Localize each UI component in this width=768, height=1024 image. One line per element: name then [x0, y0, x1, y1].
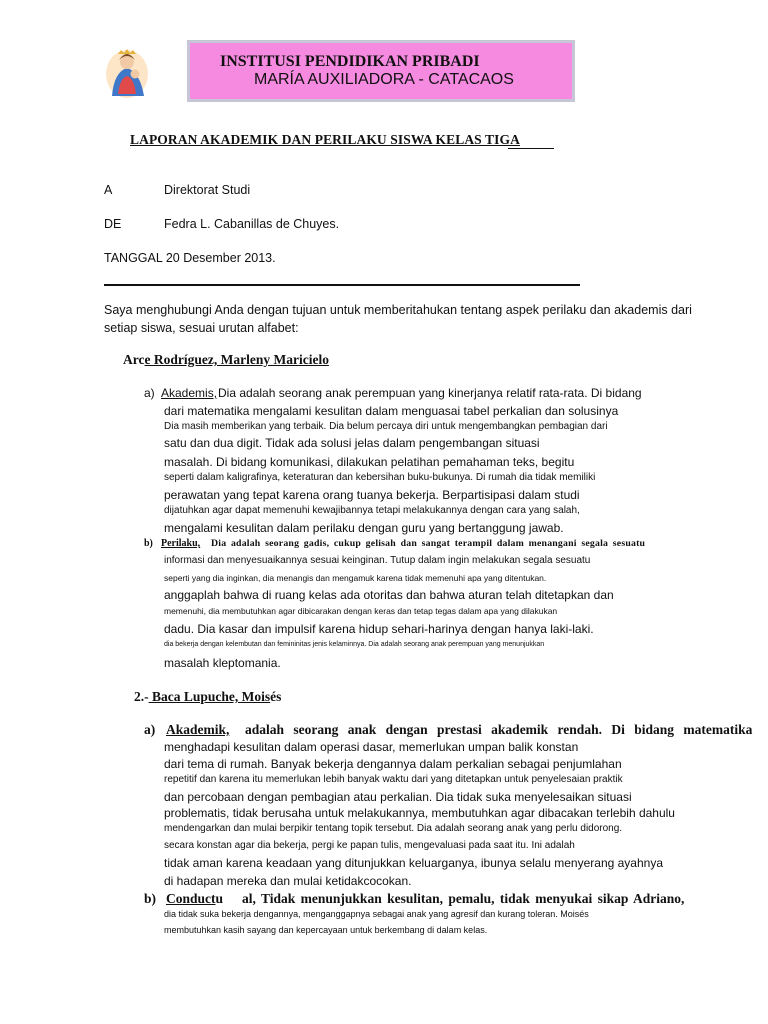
school-logo-image [104, 44, 150, 100]
student-2-academic-line-6: problematis, tidak berusaha untuk melakukannya, membutuhkan agar dibacakan terlebih dahulu [164, 806, 675, 820]
student-1-academic-label: Akademis, [161, 386, 218, 400]
report-title: LAPORAN AKADEMIK DAN PERILAKU SISWA KELAS TIGA [130, 132, 520, 147]
student-2-academic-line-5: dan percobaan dengan pembagian atau perkalian. Dia tidak suka menyelesaikan situasi [164, 790, 632, 804]
institution-name: INSTITUSI PENDIDIKAN PRIBADI [220, 53, 480, 70]
intro-line-2: setiap siswa, sesuai urutan alfabet: [104, 321, 299, 335]
student-1-behavior-line-2: informasi dan menyesuaikannya sesuai keinginan. Tutup dalam ingin melakukan segala sesuatu [164, 555, 591, 566]
student-2-behavior-label: Conductu [166, 891, 224, 906]
student-1-academic-line-4: satu dan dua digit. Tidak ada solusi jelas dalam pengembangan situasi [164, 436, 540, 450]
institution-header-box [187, 40, 575, 102]
student-1-behavior-marker: b) [144, 538, 153, 549]
student-2-academic-line-9: tidak aman karena keadaan yang ditunjukkan keluarganya, ibunya selalu menyerang ayahnya [164, 856, 664, 870]
from-label: DE [104, 217, 122, 231]
student-2-behavior-line-2: dia tidak suka bekerja dengannya, menganggapnya sebagai anak yang agresif dan kurang toleran. Moisés [164, 909, 589, 919]
student-2-academic-line-1: adalah seorang anak dengan prestasi akademik rendah. Di bidang matematika [245, 722, 753, 737]
student-2-academic-line-4: repetitif dan karena itu memerlukan lebih banyak waktu dari yang ditetapkan untuk penyelesaian praktik [164, 774, 623, 785]
student-2-heading: 2.- Baca Lupuche, Moisés [134, 689, 282, 704]
student-1-academic-line-2: dari matematika mengalami kesulitan dalam menguasai tabel perkalian dan solusinya [164, 404, 619, 418]
student-2-behavior-marker: b) [144, 891, 157, 906]
student-1-behavior-line-7: dia bekerja dengan kelembutan dan femininitas jenis kelaminnya. Dia adalah seorang anak perempuan yang menunjukkan [164, 641, 545, 648]
to-label: A [104, 183, 113, 197]
student-2-academic-marker: a) [144, 722, 156, 737]
student-1-behavior-line-1: Dia adalah seorang gadis, cukup gelisah dan sangat terampil dalam menangani segala sesuatu [211, 538, 646, 549]
from-value: Fedra L. Cabanillas de Chuyes. [164, 217, 340, 231]
student-1-behavior-line-4: anggaplah bahwa di ruang kelas ada otoritas dan bahwa aturan telah ditetapkan dan [164, 588, 614, 602]
student-2-behavior-line-3: membutuhkan kasih sayang dan kepercayaan untuk berkembang di dalam kelas. [164, 925, 488, 935]
student-1-academic-line-9: mengalami kesulitan dalam perilaku dengan guru yang bertanggung jawab. [164, 521, 564, 535]
student-2-behavior-line-1: al, Tidak menunjukkan kesulitan, pemalu, tidak menyukai sikap Adriano, [242, 891, 685, 906]
student-1-behavior-label: Perilaku, [161, 538, 201, 549]
student-2-academic-line-3: dari tema di rumah. Banyak bekerja dengannya dalam perkalian sebagai penjumlahan [164, 757, 622, 771]
student-2-academic-line-2: menghadapi kesulitan dalam operasi dasar, memerlukan umpan balik konstan [164, 740, 579, 754]
student-1-academic-line-1: Dia adalah seorang anak perempuan yang kinerjanya relatif rata-rata. Di bidang [218, 386, 642, 400]
student-1-behavior-line-6: dadu. Dia kasar dan impulsif karena hidup sehari-harinya dengan hanya laki-laki. [164, 622, 594, 636]
student-2-academic-label: Akademik, [166, 722, 230, 737]
school-name: MARÍA AUXILIADORA - CATACAOS [254, 71, 514, 88]
student-1-name: Arce Rodríguez, Marleny Maricielo [123, 352, 329, 367]
student-1-behavior-line-3: seperti yang dia inginkan, dia menangis dan mengamuk karena tidak memenuhi apa yang ditentukan. [164, 573, 547, 583]
divider-line [104, 284, 580, 286]
student-2-academic-line-7: mendengarkan dan mulai berpikir tentang topik tersebut. Dia adalah seorang anak yang perlu didorong. [164, 823, 623, 834]
intro-line-1: Saya menghubungi Anda dengan tujuan untuk memberitahukan tentang aspek perilaku dan akademis dari [104, 303, 692, 317]
student-1-academic-line-8: dijatuhkan agar dapat memenuhi kewajibannya tetapi melakukannya dengan cara yang salah, [164, 505, 580, 516]
student-1-academic-line-6: seperti dalam kaligrafinya, keteraturan dan kebersihan buku-bukunya. Di rumah dia tidak memiliki [164, 472, 596, 483]
student-1-behavior-line-8: masalah kleptomania. [164, 656, 281, 670]
madonna-and-child-icon [104, 44, 150, 100]
student-1-academic-marker: a) [144, 386, 155, 400]
student-1-behavior-line-5: memenuhi, dia membutuhkan agar dibicarakan dengan keras dan tetap tegas dalam apa yang dilakukan [164, 606, 558, 616]
title-underline-tail [508, 148, 554, 149]
student-1-academic-line-5: masalah. Di bidang komunikasi, dilakukan pelatihan pemahaman teks, begitu [164, 455, 575, 469]
student-1-academic-line-7: perawatan yang tepat karena orang tuanya bekerja. Berpartisipasi dalam studi [164, 488, 580, 502]
student-2-academic-line-10: di hadapan mereka dan mulai ketidakcocokan. [164, 874, 412, 888]
student-1-academic-line-3: Dia masih memberikan yang terbaik. Dia belum percaya diri untuk mengembangkan pembagian dari [164, 421, 608, 432]
date-line: TANGGAL 20 Desember 2013. [104, 251, 276, 265]
student-2-academic-line-8: secara konstan agar dia bekerja, pergi ke papan tulis, mengevaluasi pada saat itu. Ini adalah [164, 840, 575, 851]
to-value: Direktorat Studi [164, 183, 251, 197]
